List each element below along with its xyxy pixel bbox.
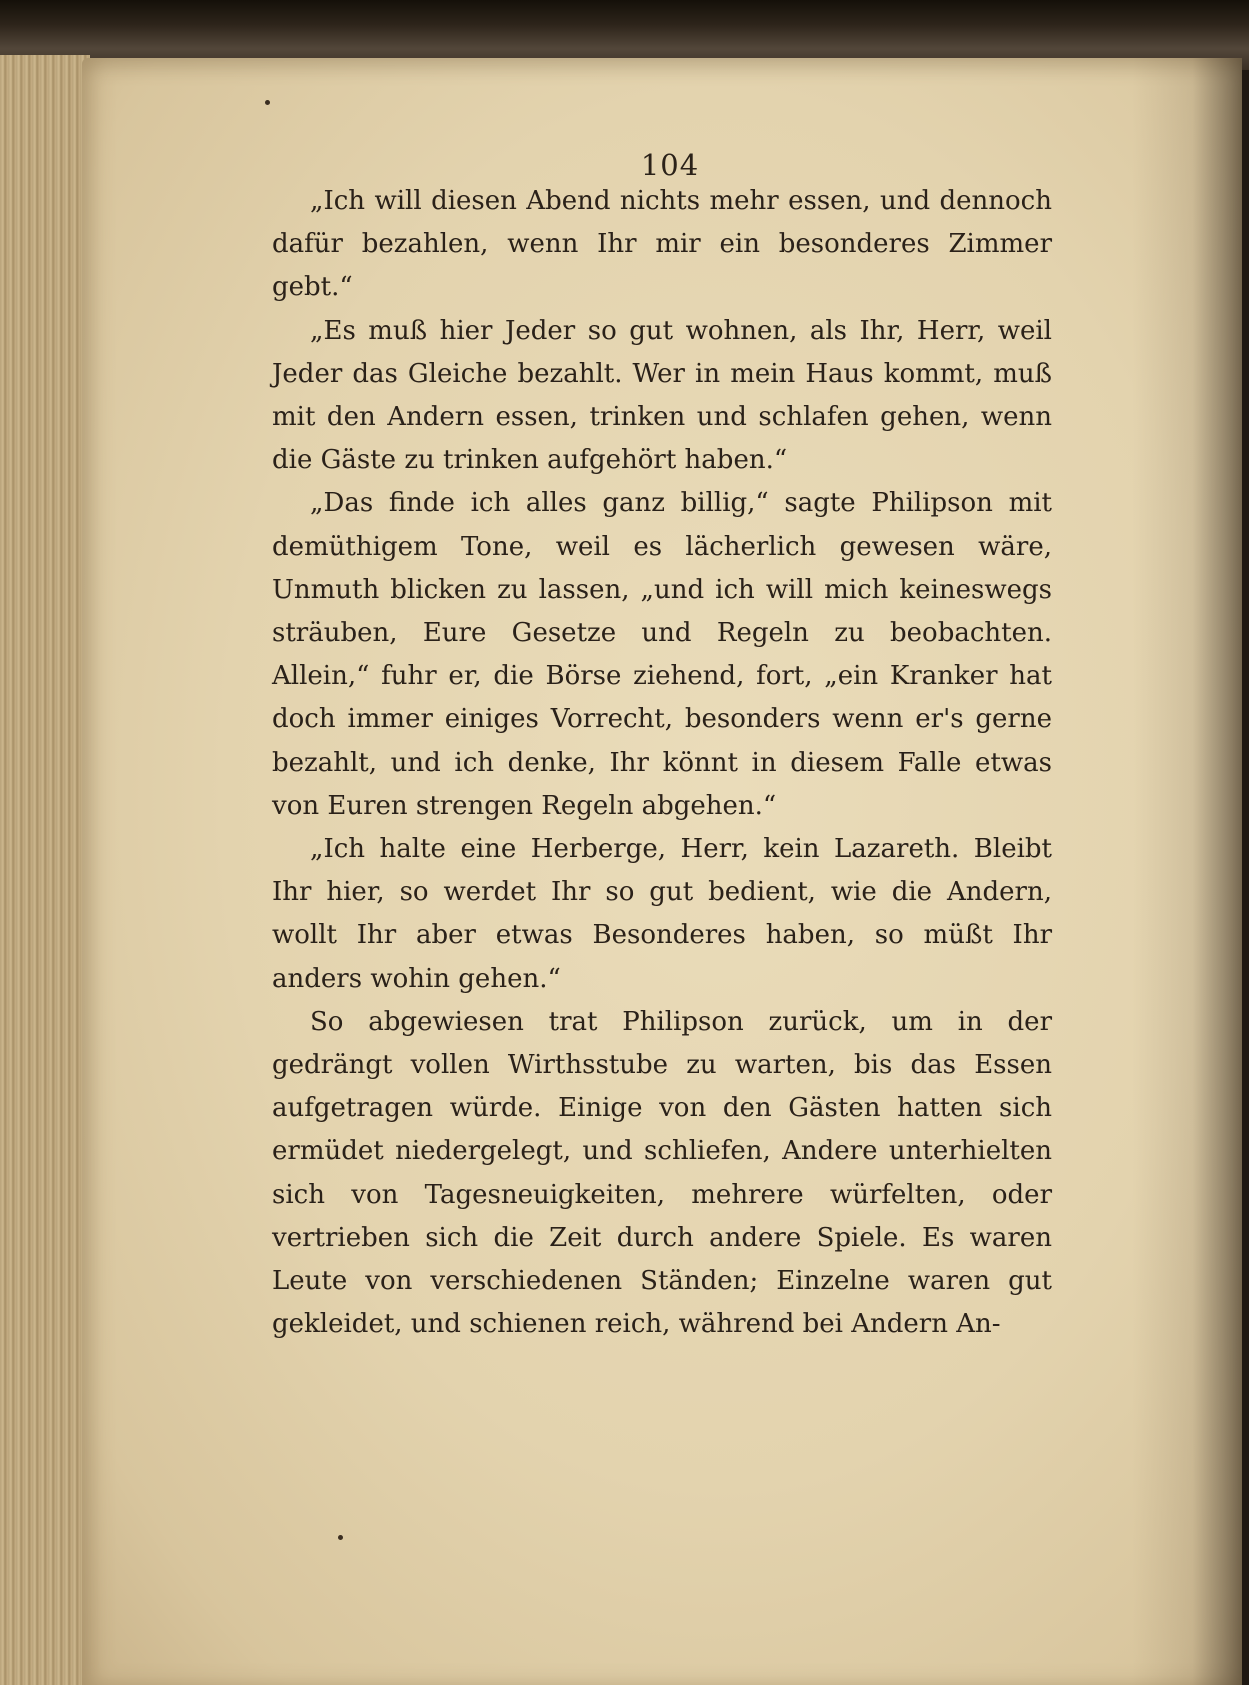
ink-speck (338, 1535, 343, 1540)
paragraph: So abgewiesen trat Philipson zurück, um in der gedrängt vollen Wirthsstube zu warten, bis das Essen aufgetragen würde. Einige von den Gästen hatten sich ermüdet niedergelegt, und schliefen, Andere unterhielten sich von Tagesneuigkeiten, mehrere würfelten, oder vertrieben sich die Zeit durch andere Spiele. Es waren Leute von verschiedenen Ständen; Einzelne waren gut gekleidet, und schienen reich, während bei Andern An- (272, 1006, 1052, 1340)
paragraph: „Das finde ich alles ganz billig,“ sagte Philipson mit demüthigem Tone, weil es lächerlich gewesen wäre, Unmuth blicken zu lassen, „und ich will mich keineswegs sträuben, Eure Gesetze und Regeln zu beobachten. Allein,“ fuhr er, die Börse ziehend, fort, „ein Kranker hat doch immer einiges Vorrecht, besonders wenn er's gerne bezahlt, und ich denke, Ihr könnt in diesem Falle etwas von Euren strengen Regeln abgehen.“ (272, 488, 1052, 821)
paragraph: „Ich halte eine Herberge, Herr, kein Lazareth. Bleibt Ihr hier, so werdet Ihr so gut bedient, wie die Andern, wollt Ihr aber etwas Besonderes haben, so müßt Ihr anders wohin gehen.“ (272, 834, 1052, 994)
page-number: 104 (640, 148, 700, 182)
body-text (272, 180, 1052, 1346)
ink-speck (265, 100, 270, 105)
paragraph: „Es muß hier Jeder so gut wohnen, als Ihr, Herr, weil Jeder das Gleiche bezahlt. Wer in mein Haus kommt, muß mit den Andern essen, trinken und schlafen gehen, wenn die Gäste zu trinken aufgehört haben.“ (272, 315, 1052, 476)
paragraph: „Ich will diesen Abend nichts mehr essen, und dennoch dafür bezahlen, wenn Ihr mir ein besonderes Zimmer gebt.“ (272, 186, 1052, 303)
gutter-shadow (1132, 58, 1242, 1685)
page-stack-edge (0, 55, 90, 1685)
